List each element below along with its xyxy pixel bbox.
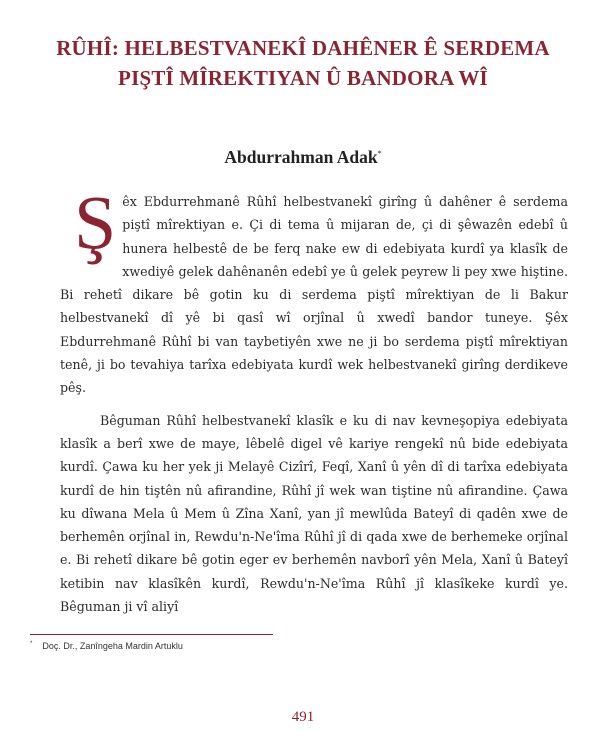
author-byline — [0, 147, 606, 168]
paragraph-2: Bêguman Rûhî helbestvanekî klasîk e ku di nav kevneşopiya edebiyata klasîk a berî xwe de maye, lêbelê digel vê kariye rengekî nû bide edebiyata kurdî. Çawa ku her yek ji Melayê Cizîrî, Feqî, Xanî û yên dî di tarîxa edebiyata kurdî de hin tiştên nû afirandine, Rûhî jî wek wan tiştine nû afirandine. Çawa ku dîwana Mela û Mem û Zîna Xanî, yan jî mewlûda Bateyî di qadên xwe de berhemên orjînal in, Rewdu'n-Ne'îma Rûhî jî di qada xwe de berhemeke orjînal e. Bi rehetî dikare bê gotin eger ev berhemên navborî yên Mela, Xanî û Bateyî ketibin nav klasîkên kurdî, Rewdu'n-Ne'îma Rûhî jî klasîkeke kurdî ye. Bêguman ji vî aliyî — [60, 412, 568, 615]
article-body — [60, 181, 568, 618]
drop-cap: Ş — [74, 181, 117, 265]
title-line-2: PIŞTÎ MÎREKTIYAN Û BANDORA WÎ — [118, 66, 488, 90]
title-line-1: RÛHÎ: HELBESTVANEKÎ DAHÊNER Ê SERDEMA — [56, 36, 550, 60]
footnote-text: Doç. Dr., Zanîngeha Mardin Artuklu — [42, 641, 183, 651]
page-number: 491 — [291, 709, 315, 725]
article-title — [0, 33, 606, 93]
footnote-divider — [30, 634, 273, 635]
footnote-marker: * — [30, 641, 33, 647]
paragraph-1 — [60, 181, 568, 400]
author-name: Abdurrahman Adak — [224, 147, 378, 167]
paragraph-1-text: êx Ebdurrehmanê Rûhî helbestvanekî girîng û dahêner ê serdema piştî mîrektiyan e. Çi di tema û mijaran de, çi di şêwazên edebî û hunera helbestê de be ferq nake ew di edebiyata kurdî ya klasîk de xwediyê gelek dahênanên edebî ye û gelek peyrew li pey xwe hiştine. Bi rehetî dikare bê gotin ku di serdema piştî mîrektiyan de li Bakur helbestvanekî dî yê bi qasî wî orjînal û xwedî bandor tuneye. Şêx Ebdurrehmanê Rûhî bi van taybetiyên xwe ne ji bo serdema piştî mîrektiyan tenê, ji bo tevahiya tarîxa edebiyata kurdî wek helbestvanekî girîng derdikeve pêş. — [60, 194, 568, 396]
footnote — [30, 641, 183, 651]
author-footnote-marker: * — [377, 149, 382, 159]
